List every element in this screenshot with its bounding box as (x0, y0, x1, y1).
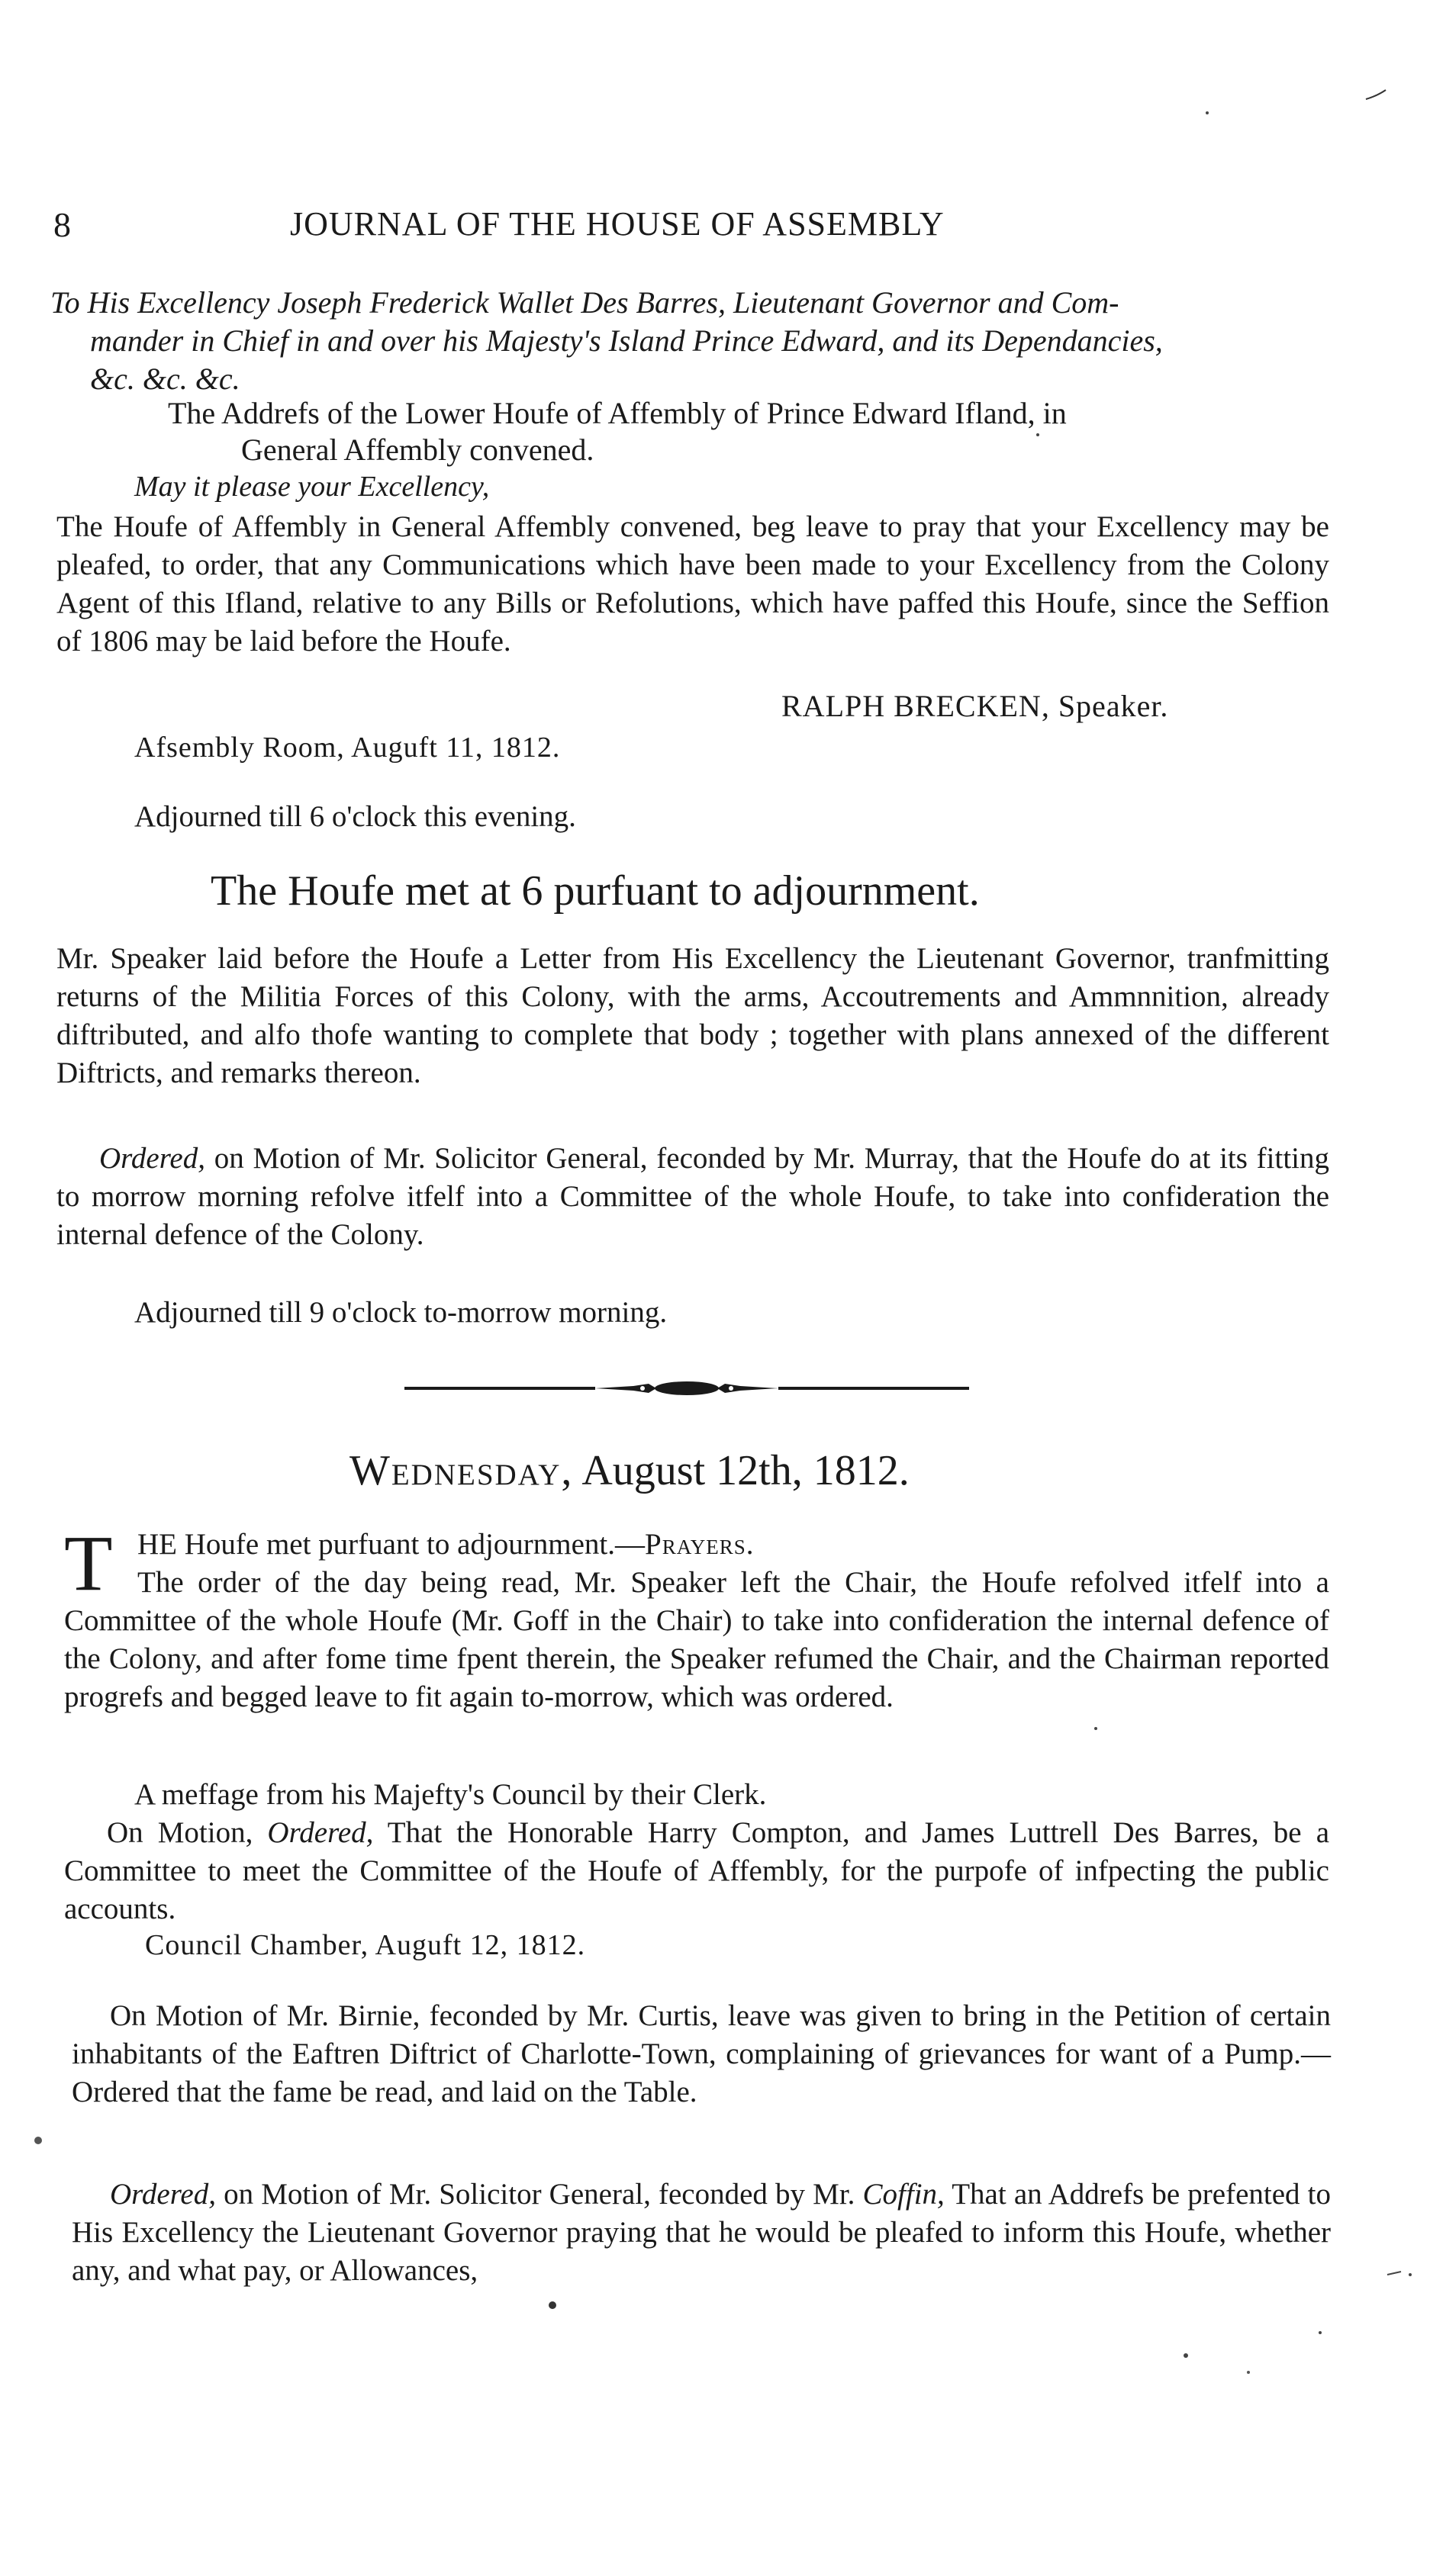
address-salutation: May it please your Excellency, (134, 471, 490, 503)
prayers-body: The order of the day being read, Mr. Speaker left the Chair, the Houfe refolved itfelf into a Committee of the whole Houfe (Mr. Goff in the Chair) to take into confideration the internal defence of the Colony, and after fome time fpent therein, the Speaker refumed the Chair, and the Chairman reported progrefs and begged leave to fit again to-morrow, which was ordered. (64, 1566, 1329, 1713)
council-place-date: Council Chamber, Auguft 12, 1812. (145, 1929, 586, 1961)
council-message-line: A meffage from his Majefty's Council by their Clerk. (134, 1778, 767, 1811)
ordered-label: Ordered, (99, 1142, 205, 1175)
date-heading-date: August 12th, 1812. (581, 1447, 910, 1494)
ordered-address-text-1: on Motion of Mr. Solicitor General, feconded by Mr. (216, 2178, 863, 2211)
birnie-text: On Motion of Mr. Birnie, feconded by Mr. Curtis, leave was given to bring in the Petition of certain inhabitants of the Eaftren Diftrict of Charlotte-Town, complaining of grievances for want of a Pump.—Ordered that the fame be read, and laid on the Table. (72, 1999, 1331, 2108)
paragraph-birnie-petition (72, 1997, 1331, 2111)
page-header (53, 204, 1068, 250)
address-recipient-line-1: To His Excellency Joseph Frederick Wallet Des Barres, Lieutenant Governor and Com- (50, 285, 1119, 320)
address-intro (168, 395, 1335, 468)
council-lead-italic: Ordered, (267, 1816, 374, 1849)
ordered-address-name: Coffin, (862, 2178, 945, 2211)
paragraph-council-committee (64, 1814, 1329, 1928)
page-number: 8 (53, 205, 71, 244)
prayers-first-line (64, 1526, 1329, 1564)
running-head: JOURNAL OF THE HOUSE OF ASSEMBLY (290, 205, 945, 243)
council-lead-plain: On Motion, (107, 1816, 268, 1849)
paragraph-militia-letter: Mr. Speaker laid before the Houfe a Letter from His Excellency the Lieutenant Governor, tranfmitting returns of the Militia Forces of this Colony, with the arms, Accoutrements and Ammnnition, already diftributed, and alfo thofe wanting to complete that body ; together with plans annexed of the different Diftricts, and remarks thereon. (56, 942, 1329, 1089)
paragraph-prayers (64, 1520, 1329, 1716)
paragraph-ordered-committee (56, 1140, 1329, 1254)
birnie-indent (72, 1999, 110, 2032)
address-recipient-line-2: mander in Chief in and over his Majesty's Island Prince Edward, and its Dependancies, (90, 323, 1163, 358)
adjournment-notice-2: Adjourned till 9 o'clock to-morrow morning. (134, 1296, 668, 1329)
date-heading-day: Wednesday, (349, 1447, 574, 1494)
address-intro-line-1: The Addrefs of the Lower Houfe of Affembly of Prince Edward Ifland, in (168, 396, 1067, 430)
section-heading-house-met: The Houfe met at 6 purfuant to adjournment. (211, 867, 980, 915)
address-body: The Houfe of Affembly in General Affembly convened, beg leave to pray that your Excellency may be pleafed, to order, that any Communications which have been made to your Excellency from the Colony Agent of this Ifland, relative to any Bills or Refolutions, which have paffed this Houfe, since the Seffion of 1806 may be laid before the Houfe. (56, 510, 1329, 658)
prayers-text (64, 1564, 1329, 1716)
prayers-opening: HE Houfe met purfuant to adjournment.— (137, 1528, 645, 1561)
address-place-date: Afsembly Room, Auguft 11, 1812. (134, 732, 561, 764)
address-signature: RALPH BRECKEN, Speaker. (781, 689, 1169, 723)
paragraph-ordered-address (72, 2176, 1331, 2290)
address-recipient (50, 284, 1332, 398)
date-heading (349, 1446, 910, 1495)
adjournment-notice-1: Adjourned till 6 o'clock this evening. (134, 800, 576, 833)
ordered-address-text-2: That an Addrefs be prefented to His Excellency the Lieutenant Governor praying that he would be pleafed to inform this Houfe, whether any, and what pay, or Allowances, (72, 2178, 1331, 2287)
address-intro-line-2: General Affembly convened. (241, 433, 594, 467)
address-recipient-line-3: &c. &c. &c. (90, 362, 240, 396)
ordered-text: on Motion of Mr. Solicitor General, feconded by Mr. Murray, that the Houfe do at its fitting to morrow morning refolve itfelf into a Committee of the whole Houfe, to take into confideration the internal defence of the Colony. (56, 1142, 1329, 1251)
ornamental-divider (404, 1381, 969, 1396)
council-text: That the Honorable Harry Compton, and James Luttrell Des Barres, be a Committee to meet the Committee of the Houfe of Affembly, for the purpofe of infpecting the public accounts. (64, 1816, 1329, 1925)
ordered-address-label: Ordered, (110, 2178, 216, 2211)
drop-cap: T (64, 1520, 113, 1607)
prayers-label: Prayers. (645, 1528, 755, 1561)
